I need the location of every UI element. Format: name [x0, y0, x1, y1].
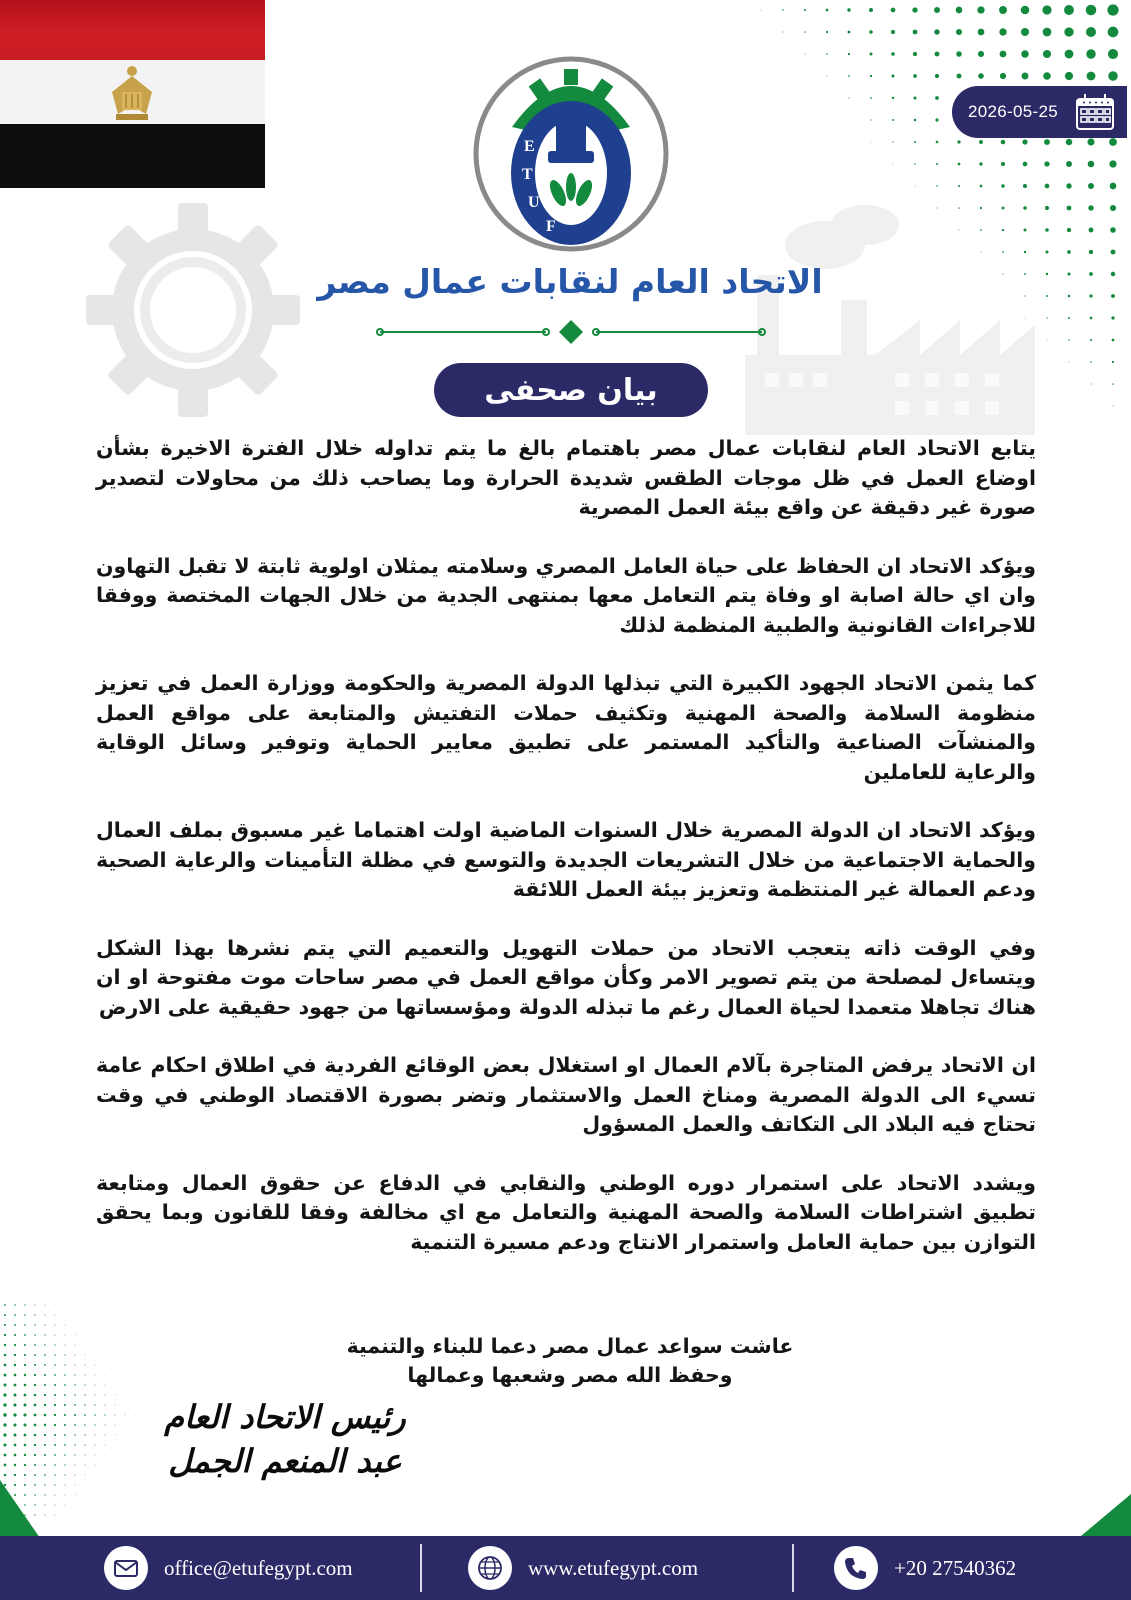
footer-separator	[420, 1544, 422, 1592]
closing-line-1: عاشت سواعد عمال مصر دعما للبناء والتنمية	[346, 1334, 794, 1358]
globe-icon	[468, 1546, 512, 1590]
corner-triangle-left	[0, 1480, 40, 1538]
logo-letter-t: T	[522, 166, 533, 183]
paragraph-5: وفي الوقت ذاته يتعجب الاتحاد من حملات التهويل والتعميم التي يتم نشرها بهذا الشكل ويتساءل لمصلحة من يتم تصوير الامر وكأن مواقع العمل في مصر ساحات موت مفتوحة او ان هناك تجاهلا متعمدا لحياة العمال رغم ما تبذله الدولة ومؤسساتها من جهود حقيقية على الارض	[96, 935, 1036, 1019]
eagle-emblem-icon	[104, 62, 160, 124]
closing-line-2: وحفظ الله مصر وشعبها وعمالها	[407, 1363, 733, 1387]
logo-letter-e: E	[524, 138, 535, 155]
title-divider	[376, 320, 766, 344]
signature-title: رئيس الاتحاد العام	[164, 1398, 406, 1436]
paragraph-6: ان الاتحاد يرفض المتاجرة بآلام العمال او استغلال بعض الوقائع الفردية في اطلاق احكام عامة تسيء الى الدولة المصرية ومناخ العمل والاستثمار وتضر بصورة الاقتصاد الوطني في وقت تحتاج فيه البلاد الى التكاتف والعمل المسؤول	[96, 1053, 1036, 1136]
website-text: www.etufegypt.com	[528, 1555, 699, 1580]
corner-triangle-right	[1081, 1494, 1131, 1536]
footer-website[interactable]	[468, 1536, 698, 1600]
factory-watermark-icon	[745, 205, 1035, 445]
signature	[140, 1395, 430, 1483]
statement-body	[96, 434, 1036, 1286]
paragraph-7: ويشدد الاتحاد على استمرار دوره الوطني والنقابي في الدفاع عن حقوق العمال ومتابعة تطبيق اشتراطات السلامة والصحة المهنية والتعامل مع اي مخالفة وفقا للقانون وبما يحقق التوازن بين حماية العامل واستمرار الانتاج ودعم مسيرة التنمية	[96, 1170, 1036, 1254]
email-text: office@etufegypt.com	[164, 1555, 353, 1580]
paragraph-2: ويؤكد الاتحاد ان الحفاظ على حياة العامل المصري وسلامته يمثلان اولوية ثابتة لا تقبل التهاون وان اي حالة اصابة او وفاة يتم التعامل معها بمنتهى الجدية من خلال الجهات المختصة ووفقا للاجراءات القانونية والطبية المنظمة لذلك	[96, 553, 1036, 637]
logo-letter-u: U	[528, 194, 540, 211]
phone-icon	[834, 1546, 878, 1590]
gear-watermark-icon	[78, 195, 308, 425]
page-title: الاتحاد العام لنقابات عمال مصر	[317, 262, 823, 301]
paragraph-4: ويؤكد الاتحاد ان الدولة المصرية خلال السنوات الماضية اولت اهتماما غير مسبوق بملف العمال والحماية الاجتماعية من خلال التشريعات الجديدة والتوسع في مظلة التأمينات والرعاية الصحية ودعم العمالة غير المنتظمة وتعزيز بيئة العمل اللائقة	[96, 818, 1036, 901]
issue-date: 2026-05-25	[968, 102, 1058, 121]
logo-letter-f: F	[546, 218, 556, 235]
envelope-icon	[104, 1546, 148, 1590]
signature-name: عبد المنعم الجمل	[168, 1442, 402, 1480]
calendar-icon	[1075, 93, 1115, 131]
footer-separator	[792, 1544, 794, 1592]
footer-email[interactable]	[104, 1536, 353, 1600]
press-release-badge	[434, 363, 708, 417]
paragraph-1: يتابع الاتحاد العام لنقابات عمال مصر باهتمام بالغ ما يتم تداوله خلال الفترة الاخيرة بشأن اوضاع العمل في ظل موجات الطقس شديدة الحرارة وما يصاحب ذلك من محاولات لتصدير صورة غير دقيقة عن واقع بيئة العمل المصرية	[96, 436, 1036, 519]
egypt-flag	[0, 0, 265, 188]
paragraph-3: كما يثمن الاتحاد الجهود الكبيرة التي تبذلها الدولة المصرية والحكومة ووزارة العمل في تعزيز منظومة السلامة والصحة المهنية وتكثيف حملات التفتيش والمتابعة على مواقع العمل والمنشآت الصناعية والتأكيد المستمر على تطبيق معايير الحماية وتوفير وسائل الوقاية والرعاية للعاملين	[96, 671, 1036, 784]
date-badge	[952, 86, 1127, 138]
closing-lines	[300, 1332, 840, 1390]
etuf-logo	[472, 55, 670, 253]
press-release-label: بيان صحفى	[484, 372, 658, 408]
phone-text: +20 27540362	[894, 1555, 1017, 1580]
footer-bar	[0, 1536, 1131, 1600]
footer-phone[interactable]	[834, 1536, 1016, 1600]
